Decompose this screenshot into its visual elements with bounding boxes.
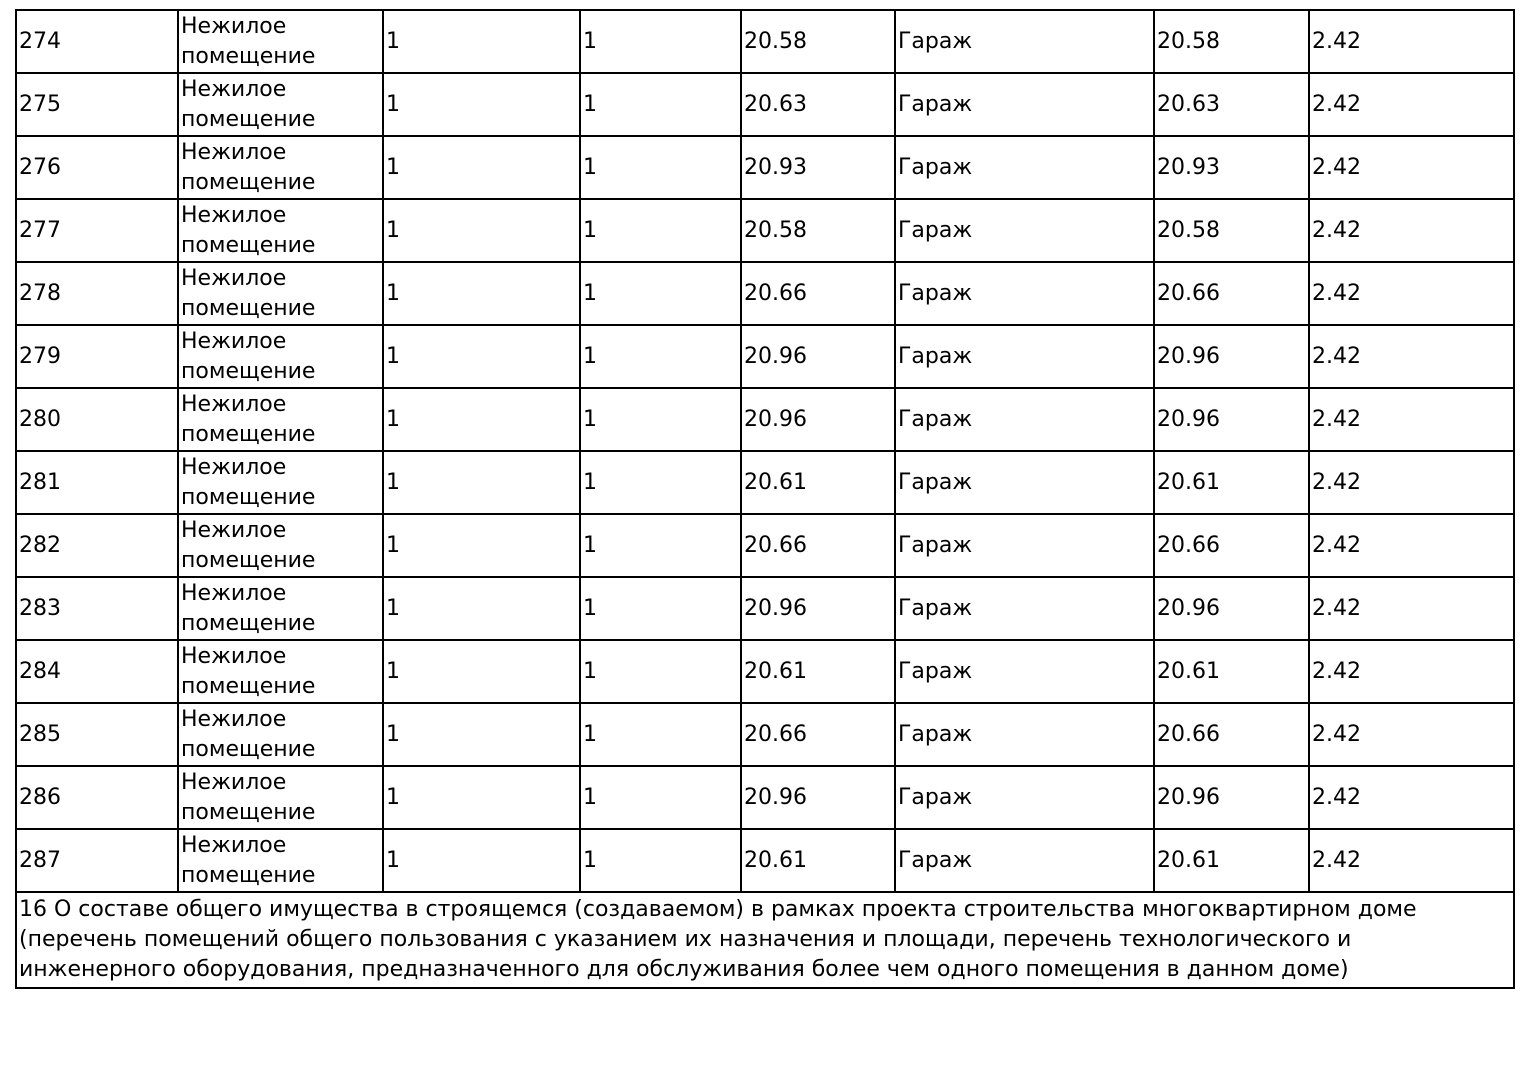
premise-type-line2: помещение (181, 673, 316, 699)
cell-area: 20.96 (741, 388, 895, 451)
table-row (16, 388, 1514, 451)
premise-type-line1: Нежилое (181, 76, 287, 102)
premise-type-line2: помещение (181, 232, 316, 258)
cell-area: 20.61 (741, 829, 895, 892)
cell-number: 276 (16, 136, 178, 199)
cell-purpose: Гараж (895, 199, 1154, 262)
cell-premise-type (178, 262, 383, 325)
cell-area-2: 20.96 (1154, 577, 1309, 640)
cell-height: 2.42 (1309, 514, 1514, 577)
cell-col4: 1 (580, 262, 741, 325)
table-row (16, 136, 1514, 199)
cell-col4: 1 (580, 388, 741, 451)
cell-col4: 1 (580, 451, 741, 514)
table-row (16, 703, 1514, 766)
premise-type-line1: Нежилое (181, 769, 287, 795)
cell-premise-type (178, 577, 383, 640)
premises-table (15, 9, 1515, 989)
cell-col3: 1 (383, 514, 580, 577)
premise-type-line1: Нежилое (181, 391, 287, 417)
table-row (16, 325, 1514, 388)
cell-col3: 1 (383, 262, 580, 325)
cell-col3: 1 (383, 73, 580, 136)
cell-area: 20.66 (741, 514, 895, 577)
cell-premise-type (178, 325, 383, 388)
cell-area-2: 20.66 (1154, 514, 1309, 577)
premise-type-line2: помещение (181, 43, 316, 69)
cell-col3: 1 (383, 199, 580, 262)
premise-type-line2: помещение (181, 862, 316, 888)
cell-area-2: 20.58 (1154, 10, 1309, 73)
premise-type-line2: помещение (181, 547, 316, 573)
premise-type-line1: Нежилое (181, 139, 287, 165)
cell-height: 2.42 (1309, 388, 1514, 451)
cell-col4: 1 (580, 10, 741, 73)
cell-height: 2.42 (1309, 325, 1514, 388)
cell-col3: 1 (383, 388, 580, 451)
cell-col4: 1 (580, 577, 741, 640)
cell-col4: 1 (580, 325, 741, 388)
premise-type-line1: Нежилое (181, 517, 287, 543)
cell-number: 281 (16, 451, 178, 514)
cell-number: 286 (16, 766, 178, 829)
cell-col3: 1 (383, 829, 580, 892)
cell-number: 278 (16, 262, 178, 325)
cell-area-2: 20.66 (1154, 262, 1309, 325)
table-row (16, 766, 1514, 829)
cell-purpose: Гараж (895, 388, 1154, 451)
cell-number: 285 (16, 703, 178, 766)
table-row (16, 451, 1514, 514)
cell-premise-type (178, 640, 383, 703)
cell-area-2: 20.66 (1154, 703, 1309, 766)
cell-purpose: Гараж (895, 325, 1154, 388)
premise-type-line2: помещение (181, 169, 316, 195)
cell-area-2: 20.96 (1154, 388, 1309, 451)
cell-area: 20.61 (741, 451, 895, 514)
cell-area: 20.66 (741, 703, 895, 766)
cell-col4: 1 (580, 829, 741, 892)
premise-type-line2: помещение (181, 610, 316, 636)
premise-type-line1: Нежилое (181, 265, 287, 291)
table-row (16, 262, 1514, 325)
table-row (16, 199, 1514, 262)
cell-col3: 1 (383, 136, 580, 199)
cell-premise-type (178, 388, 383, 451)
cell-number: 277 (16, 199, 178, 262)
table-row (16, 829, 1514, 892)
cell-number: 275 (16, 73, 178, 136)
cell-purpose: Гараж (895, 73, 1154, 136)
cell-number: 280 (16, 388, 178, 451)
premise-type-line1: Нежилое (181, 706, 287, 732)
cell-area: 20.61 (741, 640, 895, 703)
cell-height: 2.42 (1309, 829, 1514, 892)
cell-area: 20.66 (741, 262, 895, 325)
premise-type-line2: помещение (181, 736, 316, 762)
cell-number: 284 (16, 640, 178, 703)
premise-type-line2: помещение (181, 421, 316, 447)
cell-col4: 1 (580, 136, 741, 199)
cell-col4: 1 (580, 703, 741, 766)
cell-height: 2.42 (1309, 577, 1514, 640)
cell-area-2: 20.58 (1154, 199, 1309, 262)
premise-type-line1: Нежилое (181, 202, 287, 228)
cell-col4: 1 (580, 514, 741, 577)
premise-type-line1: Нежилое (181, 328, 287, 354)
cell-number: 274 (16, 10, 178, 73)
section-16-text: 16 О составе общего имущества в строящемся (создаваемом) в рамках проекта строительства многоквартирном доме (перечень помещений общего пользования с указанием их назначения и площади, перечень технологического и инженерного оборудования, предназначенного для обслуживания более чем одного помещения в данном доме) (16, 892, 1514, 988)
cell-purpose: Гараж (895, 829, 1154, 892)
cell-col4: 1 (580, 73, 741, 136)
cell-purpose: Гараж (895, 262, 1154, 325)
section-row (16, 892, 1514, 988)
cell-area-2: 20.61 (1154, 640, 1309, 703)
cell-premise-type (178, 451, 383, 514)
cell-premise-type (178, 10, 383, 73)
premise-type-line1: Нежилое (181, 13, 287, 39)
cell-col4: 1 (580, 199, 741, 262)
premise-type-line2: помещение (181, 106, 316, 132)
cell-purpose: Гараж (895, 10, 1154, 73)
premise-type-line2: помещение (181, 484, 316, 510)
table-row (16, 514, 1514, 577)
premise-type-line1: Нежилое (181, 832, 287, 858)
cell-number: 287 (16, 829, 178, 892)
cell-col3: 1 (383, 766, 580, 829)
table-row (16, 577, 1514, 640)
cell-area-2: 20.93 (1154, 136, 1309, 199)
cell-col4: 1 (580, 640, 741, 703)
cell-height: 2.42 (1309, 136, 1514, 199)
cell-height: 2.42 (1309, 766, 1514, 829)
cell-height: 2.42 (1309, 262, 1514, 325)
cell-purpose: Гараж (895, 703, 1154, 766)
cell-col3: 1 (383, 640, 580, 703)
cell-col3: 1 (383, 10, 580, 73)
cell-purpose: Гараж (895, 640, 1154, 703)
cell-height: 2.42 (1309, 73, 1514, 136)
cell-col3: 1 (383, 703, 580, 766)
cell-area: 20.96 (741, 766, 895, 829)
premise-type-line2: помещение (181, 295, 316, 321)
cell-height: 2.42 (1309, 703, 1514, 766)
table-body (16, 10, 1514, 988)
cell-area-2: 20.61 (1154, 451, 1309, 514)
cell-col3: 1 (383, 451, 580, 514)
cell-area: 20.63 (741, 73, 895, 136)
cell-area-2: 20.63 (1154, 73, 1309, 136)
cell-purpose: Гараж (895, 577, 1154, 640)
premise-type-line1: Нежилое (181, 643, 287, 669)
cell-col3: 1 (383, 577, 580, 640)
cell-premise-type (178, 73, 383, 136)
cell-col4: 1 (580, 766, 741, 829)
premise-type-line1: Нежилое (181, 580, 287, 606)
cell-height: 2.42 (1309, 640, 1514, 703)
cell-purpose: Гараж (895, 514, 1154, 577)
cell-area: 20.58 (741, 199, 895, 262)
cell-premise-type (178, 199, 383, 262)
table-row (16, 73, 1514, 136)
cell-premise-type (178, 514, 383, 577)
cell-area: 20.96 (741, 325, 895, 388)
cell-premise-type (178, 829, 383, 892)
cell-premise-type (178, 766, 383, 829)
table-row (16, 10, 1514, 73)
cell-number: 282 (16, 514, 178, 577)
cell-area-2: 20.96 (1154, 766, 1309, 829)
table-row (16, 640, 1514, 703)
cell-col3: 1 (383, 325, 580, 388)
cell-height: 2.42 (1309, 199, 1514, 262)
cell-area-2: 20.61 (1154, 829, 1309, 892)
premise-type-line1: Нежилое (181, 454, 287, 480)
cell-purpose: Гараж (895, 766, 1154, 829)
premise-type-line2: помещение (181, 358, 316, 384)
cell-number: 283 (16, 577, 178, 640)
premise-type-line2: помещение (181, 799, 316, 825)
cell-area: 20.93 (741, 136, 895, 199)
cell-number: 279 (16, 325, 178, 388)
cell-height: 2.42 (1309, 10, 1514, 73)
cell-purpose: Гараж (895, 451, 1154, 514)
cell-premise-type (178, 136, 383, 199)
cell-area: 20.96 (741, 577, 895, 640)
cell-area: 20.58 (741, 10, 895, 73)
cell-area-2: 20.96 (1154, 325, 1309, 388)
cell-height: 2.42 (1309, 451, 1514, 514)
cell-purpose: Гараж (895, 136, 1154, 199)
cell-premise-type (178, 703, 383, 766)
